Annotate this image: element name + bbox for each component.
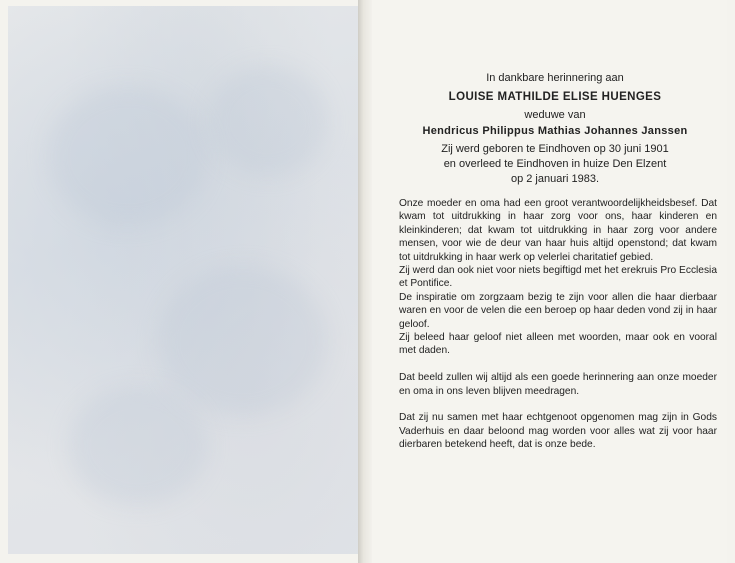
- death-line: en overleed te Eindhoven in huize Den Elzent: [443, 158, 667, 170]
- life-dates: [390, 142, 720, 187]
- widow-of-line: weduwe van: [524, 109, 586, 121]
- death-date-line: op 2 januari 1983.: [510, 173, 600, 185]
- paragraph: Zij beleed haar geloof niet alleen met woorden, maar ook en vooral met daden.: [399, 332, 717, 357]
- birth-line: Zij werd geboren te Eindhoven op 30 juni 1901: [441, 143, 669, 155]
- memorial-text: [399, 197, 717, 452]
- husband-name: Hendricus Philippus Mathias Johannes Janssen: [422, 125, 688, 137]
- intro-line: In dankbare herinnering aan: [486, 72, 624, 84]
- paragraph: Zij werd dan ook niet voor niets begiftigd met het erekruis Pro Ecclesia et Pontifice.: [399, 265, 717, 290]
- card-front-image: [8, 6, 359, 554]
- deceased-name: LOUISE MATHILDE ELISE HUENGES: [448, 91, 662, 103]
- paragraph: Dat beeld zullen wij altijd als een goede herinnering aan onze moeder en oma in ons leven blijven meedragen.: [399, 372, 717, 397]
- paragraph: De inspiratie om zorgzaam bezig te zijn voor allen die haar dierbaar waren en voor de velen die een beroep op haar deden vond zij in haar geloof.: [399, 291, 717, 330]
- paragraph: Onze moeder en oma had een groot verantwoordelijkheidsbesef. Dat kwam tot uitdrukking in haar zorg voor ons, haar kinderen en kleinkinderen; dat kwam tot uitdrukking in haar zorg voor andere mensen, voor wie de deur van haar huis altijd openstond; dat kwam tot uitdrukking in haar werk op velerlei charitatief gebied.: [399, 198, 717, 263]
- card-fold: [358, 0, 372, 563]
- paragraph: Dat zij nu samen met haar echtgenoot opgenomen mag zijn in Gods Vaderhuis en daar beloond mag worden voor alles wat zij voor haar dierbaren betekend heeft, dat is onze bede.: [399, 412, 717, 451]
